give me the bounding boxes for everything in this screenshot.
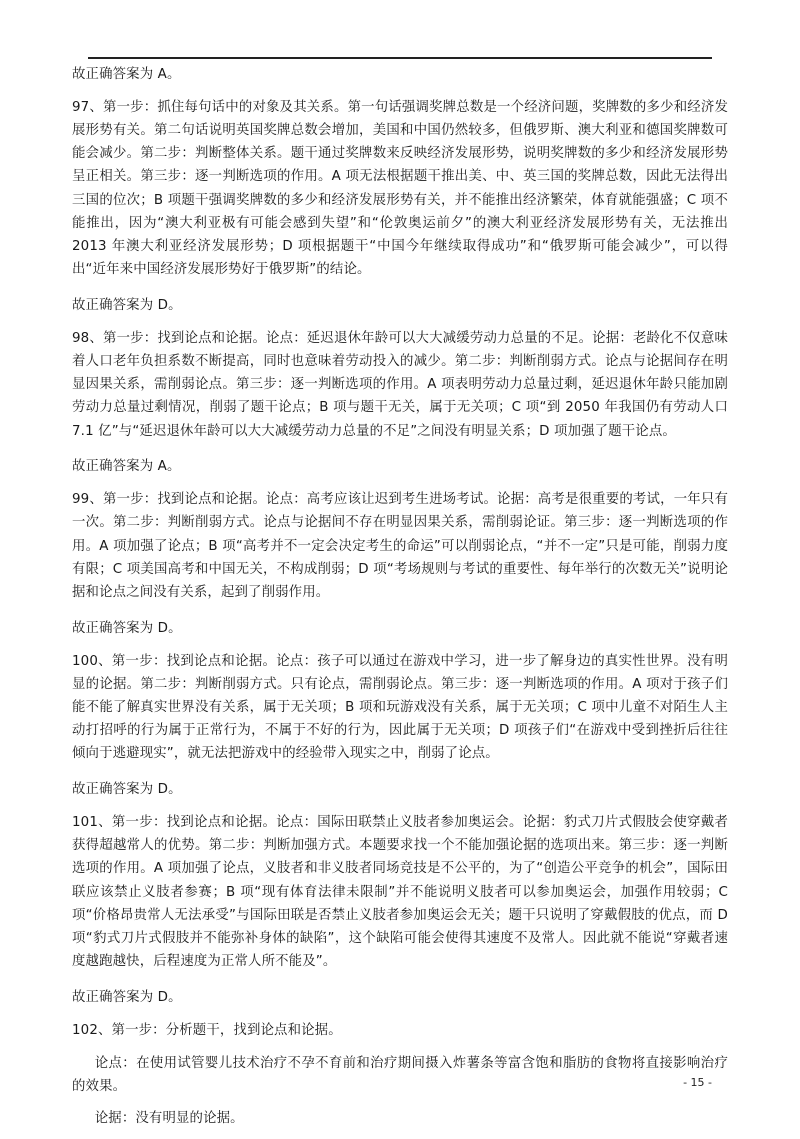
answer-line: 故正确答案为 A。 — [72, 67, 181, 82]
answer-line: 故正确答案为 A。 — [72, 459, 181, 475]
answer-line: 故正确答案为 D。 — [72, 782, 182, 798]
header-rule — [88, 57, 712, 59]
evidence-paragraph: 论据：没有明显的论据。 — [94, 1111, 244, 1127]
document-body — [72, 63, 728, 1139]
explanation-97: 97、第一步：抓住每句话中的对象及其关系。第一句话强调奖牌总数是一个经济问题，奖牌数的多少和经济发展形势有关。第二句话说明英国奖牌总数会增加，美国和中国仍然较多，但俄罗斯、澳大利亚和德国奖牌数可能会减少。第二步：判断整体关系。题干通过奖牌数来反映经济发展形势，说明奖牌数的多少和经济发展形势呈正相关。第三步：逐一判断选项的作用。A 项无法根据题干推出美、中、英三国的奖牌总数，因此无法得出三国的位次；B 项题干强调奖牌数的多少和经济发展形势有关，并不能推出经济繁荣，体育就能强盛；C 项不能推出，因为“澳大利亚极有可能会感到失望”和“伦敦奥运前夕”的澳大利亚经济发展形势有关，无法推出 2013 年澳大利亚经济发展形势；D 项根据题干“中国今年继续取得成功”和“俄罗斯可能会减少”，可以得出“近年来中国经济发展形势好于俄罗斯”的结论。 — [72, 99, 728, 278]
explanation-101: 101、第一步：找到论点和论据。论点：国际田联禁止义肢者参加奥运会。论据：豹式刀片式假肢会使穿戴者获得超越常人的优势。第二步：判断加强方式。本题要求找一个不能加强论据的选项出来。第三步：逐一判断选项的作用。A 项加强了论点，义肢者和非义肢者同场竞技是不公平的，为了“创造公平竞争的机会”，国际田联应该禁止义肢者参赛；B 项“现有体育法律未限制”并不能说明义肢者可以参加奥运会，加强作用较弱；C 项“价格昂贵常人无法承受”与国际田联是否禁止义肢者参加奥运会无关；题干只说明了穿戴假肢的优点，而 D 项“豹式刀片式假肢并不能弥补身体的缺陷”，这个缺陷可能会使得其速度不及常人。因此就不能说“穿戴者速度越跑越快，后程速度为正常人所不能及”。 — [72, 815, 728, 970]
answer-line: 故正确答案为 D。 — [72, 298, 182, 314]
answer-line: 故正确答案为 D。 — [72, 620, 182, 636]
explanation-99: 99、第一步：找到论点和论据。论点：高考应该让迟到考生进场考试。论据：高考是很重要的考试，一年只有一次。第二步：判断削弱方式。论点与论据间不存在明显因果关系，需削弱论证。第三步：逐一判断选项的作用。A 项加强了论点；B 项“高考并不一定会决定考生的命运”可以削弱论点，“并不一定”只是可能，削弱力度有限；C 项美国高考和中国无关，不构成削弱；D 项“考场规则与考试的重要性、每年举行的次数无关”说明论据和论点之间没有关系，起到了削弱作用。 — [72, 492, 728, 601]
explanation-98: 98、第一步：找到论点和论据。论点：延迟退休年龄可以大大减缓劳动力总量的不足。论据：老龄化不仅意味着人口老年负担系数不断提高，同时也意味着劳动投入的减少。第二步：判断削弱方式。论点与论据间存在明显因果关系，需削弱论点。第三步：逐一判断选项的作用。A 项表明劳动力总量过剩，延迟退休年龄只能加剧劳动力总量过剩情况，削弱了题干论点；B 项与题干无关，属于无关项；C 项“到 2050 年我国仍有劳动人口 7.1 亿”与“延迟退休年龄可以大大减缓劳动力总量的不足”之间没有明显关系；D 项加强了题干论点。 — [72, 330, 728, 439]
answer-line: 故正确答案为 D。 — [72, 990, 182, 1006]
page-number: - 15 - — [683, 1076, 712, 1089]
explanation-100: 100、第一步：找到论点和论据。论点：孩子可以通过在游戏中学习，进一步了解身边的真实性世界。没有明显的论据。第二步：判断削弱方式。只有论点，需削弱论点。第三步：逐一判断选项的作用。A 项对于孩子们能不能了解真实世界没有关系，属于无关项；B 项和玩游戏没有关系，属于无关项；C 项中儿童不对陌生人主动打招呼的行为属于正常行为，不属于不好的行为，因此属于无关项；D 项孩子们“在游戏中受到挫折后往往倾向于逃避现实”，就无法把游戏中的经验带入现实之中，削弱了论点。 — [72, 653, 728, 762]
explanation-102-intro: 102、第一步：分析题干，找到论点和论据。 — [72, 1022, 342, 1038]
thesis-paragraph: 论点：在使用试管婴儿技术治疗不孕不育前和治疗期间摄入炸薯条等富含饱和脂肪的食物将直接影响治疗的效果。 — [72, 1055, 728, 1094]
